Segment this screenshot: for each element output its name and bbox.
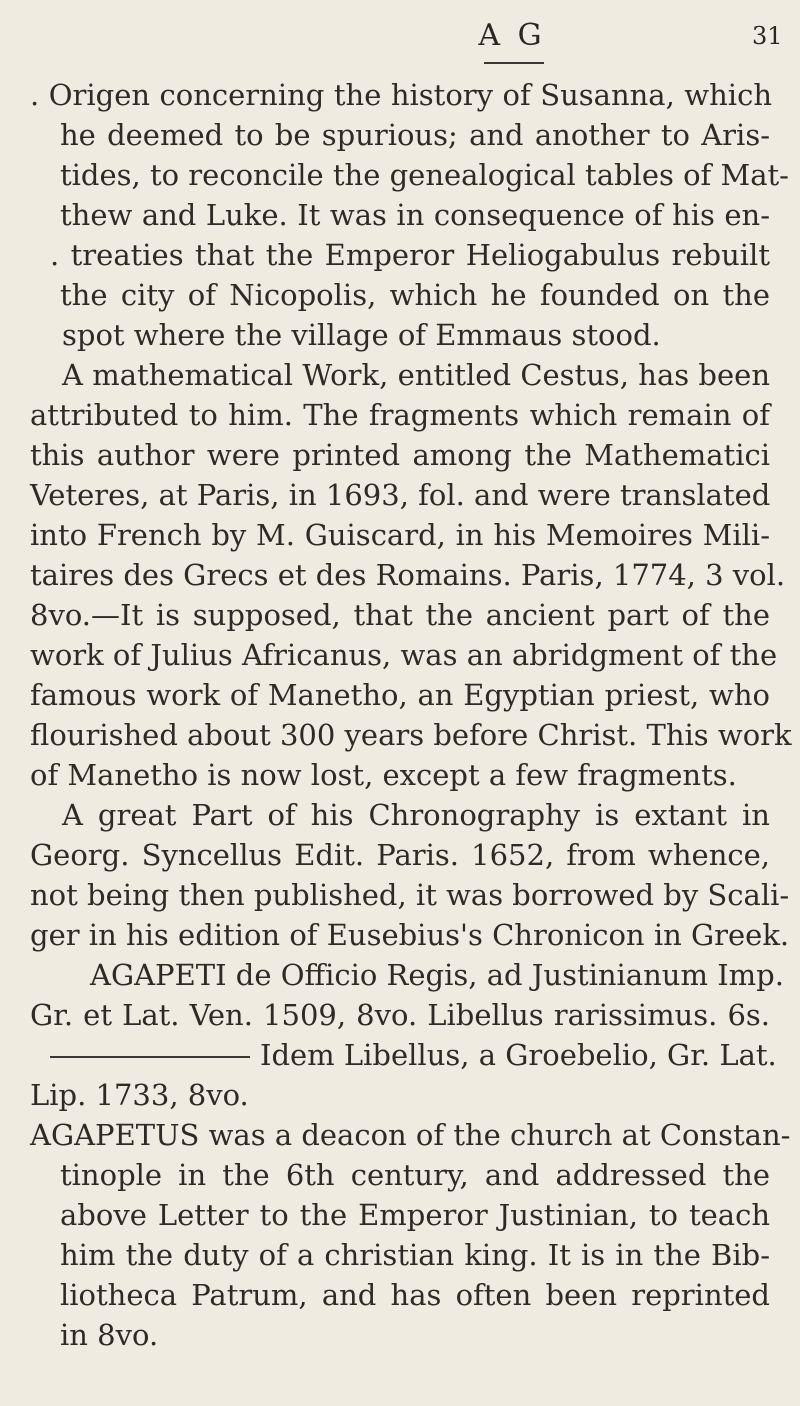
- text-line: he deemed to be spurious; and another to Aris-: [60, 118, 770, 152]
- text-line: A great Part of his Chronography is extant in: [62, 798, 770, 832]
- text-line: attributed to him. The fragments which remain of: [30, 398, 770, 432]
- text-line: liotheca Patrum, and has often been reprinted: [60, 1278, 770, 1312]
- text-line: Gr. et Lat. Ven. 1509, 8vo. Libellus rarissimus. 6s.: [30, 998, 770, 1032]
- text-line: above Letter to the Emperor Justinian, to teach: [60, 1198, 770, 1232]
- text-line: 8vo.—It is supposed, that the ancient part of the: [30, 598, 770, 632]
- text-line: AGAPETI de Officio Regis, ad Justinianum Imp.: [90, 958, 784, 992]
- text-line: work of Julius Africanus, was an abridgment of the: [30, 638, 778, 672]
- text-line: into French by M. Guiscard, in his Memoires Mili-: [30, 518, 770, 552]
- text-line: Veteres, at Paris, in 1693, fol. and were translated: [30, 478, 771, 512]
- text-line: him the duty of a christian king. It is in the Bib-: [60, 1238, 770, 1272]
- text-line: . Origen concerning the history of Susanna, which: [30, 78, 772, 112]
- text-line: ger in his edition of Eusebius's Chronicon in Greek.: [30, 918, 790, 952]
- text-line: this author were printed among the Mathematici: [30, 438, 770, 472]
- text-line: tides, to reconcile the genealogical tables of Mat-: [60, 158, 789, 192]
- text-line: not being then published, it was borrowed by Scali-: [30, 878, 790, 912]
- ditto-rule: [50, 1056, 250, 1058]
- text-line: Idem Libellus, a Groebelio, Gr. Lat.: [260, 1038, 777, 1072]
- text-line: . treaties that the Emperor Heliogabulus rebuilt: [50, 238, 770, 272]
- text-line: AGAPETUS was a deacon of the church at Constan-: [30, 1118, 791, 1152]
- header-rule: [484, 62, 544, 64]
- text-line: Lip. 1733, 8vo.: [30, 1078, 249, 1112]
- text-line: of Manetho is now lost, except a few fragments.: [30, 758, 737, 792]
- running-header: [0, 18, 800, 58]
- text-line: A mathematical Work, entitled Cestus, has been: [62, 358, 770, 392]
- running-title: A G: [478, 18, 546, 53]
- text-line: spot where the village of Emmaus stood.: [62, 318, 661, 352]
- text-line: Georg. Syncellus Edit. Paris. 1652, from whence,: [30, 838, 770, 872]
- text-line: in 8vo.: [60, 1318, 159, 1352]
- text-line: tinople in the 6th century, and addressed the: [60, 1158, 770, 1192]
- text-line-with-dash: [50, 1035, 777, 1075]
- text-line: thew and Luke. It was in consequence of his en-: [60, 198, 770, 232]
- page-number: 31: [752, 22, 783, 50]
- text-line: famous work of Manetho, an Egyptian priest, who: [30, 678, 770, 712]
- text-line: taires des Grecs et des Romains. Paris, 1774, 3 vol.: [30, 558, 786, 592]
- text-line: flourished about 300 years before Christ. This work: [30, 718, 792, 752]
- text-line: the city of Nicopolis, which he founded on the: [60, 278, 770, 312]
